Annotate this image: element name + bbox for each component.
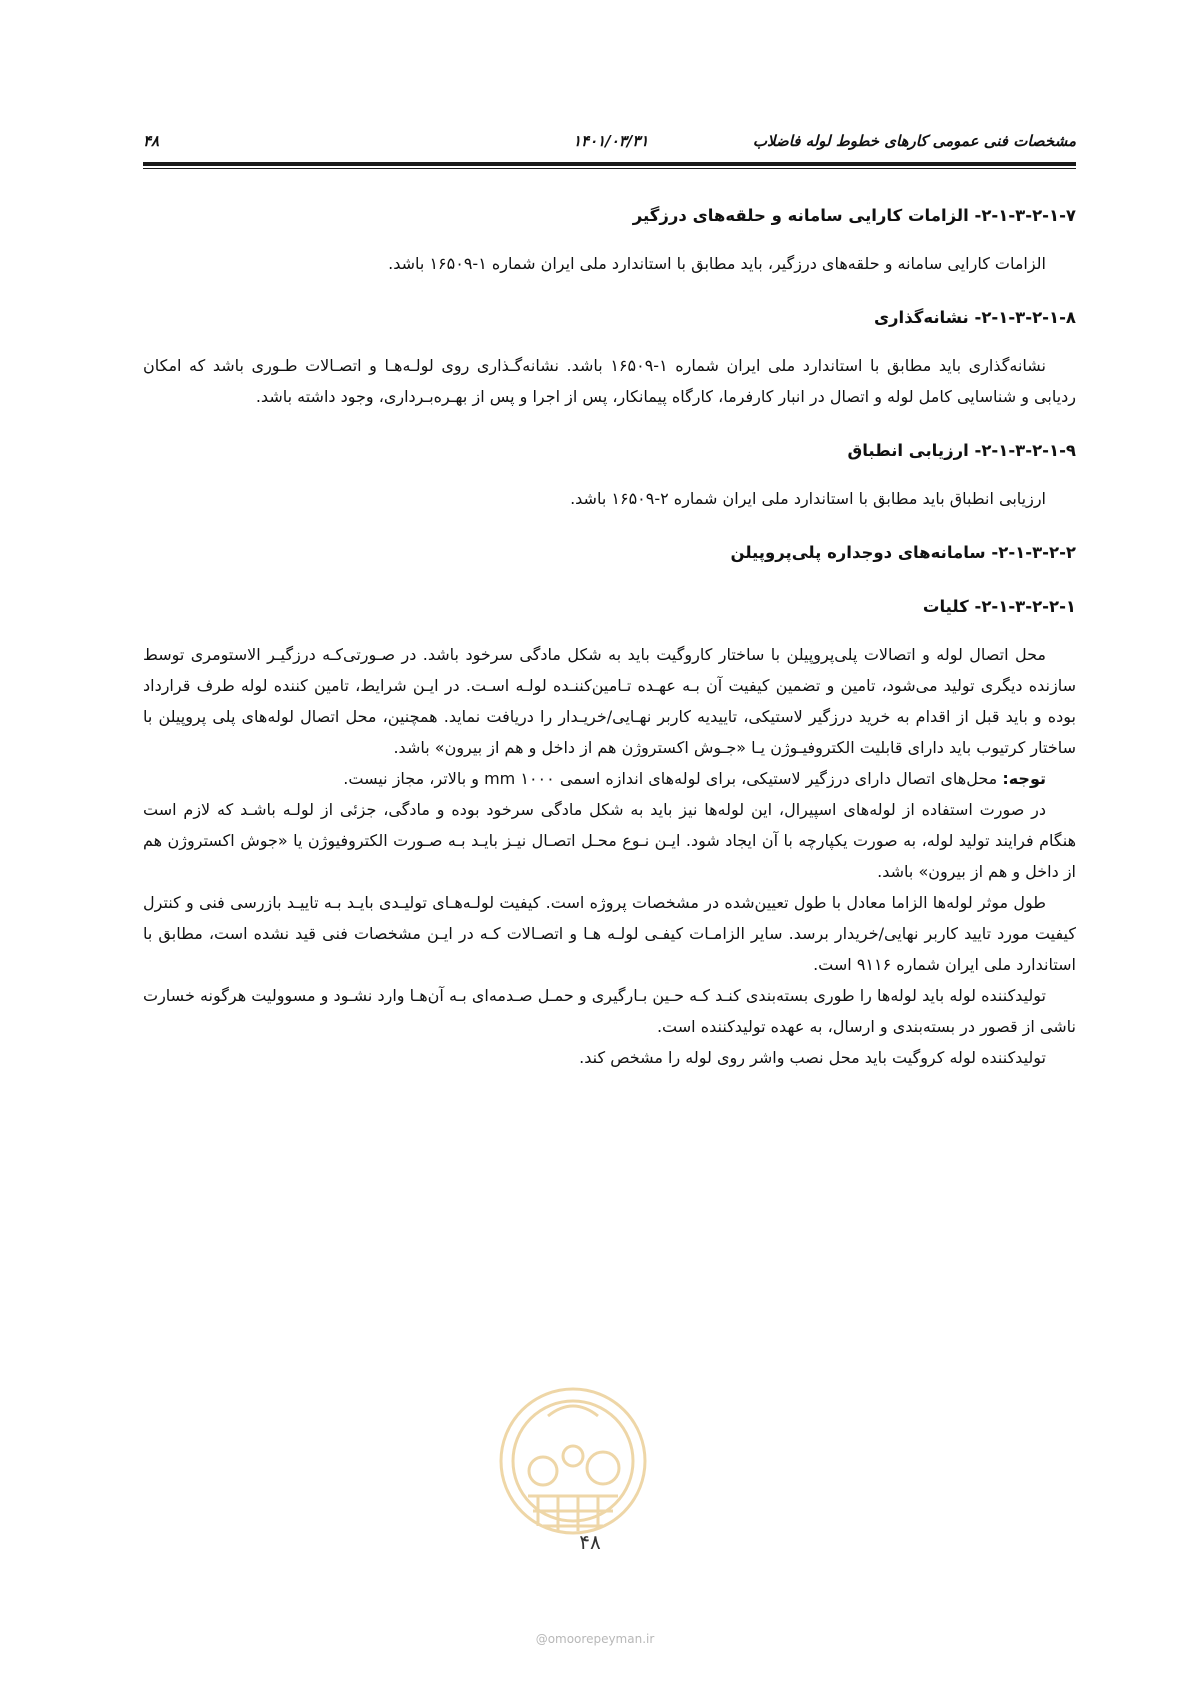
note-label: توجه: <box>1002 769 1046 788</box>
heading-general: ۲-۱-۳-۲-۲-۱- کلیات <box>922 597 1076 616</box>
footer-page-number: ۴۸ <box>579 1530 601 1554</box>
header-rule-thick <box>143 162 1076 166</box>
heading-double-wall-pp: ۲-۱-۳-۲-۲- سامانه‌های دوجداره پلی‌پروپیلن <box>730 543 1076 562</box>
paragraph-joints: محل اتصال لوله و اتصالات پلی‌پروپیلن با ساختار کاروگیت باید به شکل مادگی سرخود باشد. در صـورتی‌کـه درزگیـر الاستومری توسط سازنده دیگری تولید می‌شود، تامین و تضمین کیفیت آن بـه عهـده تـامین‌کننـده لولـه اسـت. در ایـن شرایط، تامین کننده لوله طرف قرارداد بوده و باید قبل از اقدام به خرید درزگیر لاستیکی، تاییدیه کاربر نهـایی/خریـدار را دریافت نماید. همچنین، محل اتصال لوله‌های پلی پروپیلن با ساختار کرتیوب باید دارای قابلیت الکتروفیـوژن یـا «جـوش اکستروژن هم از داخل و هم از بیرون» باشد. <box>143 645 1076 757</box>
heading-marking: ۲-۱-۳-۲-۱-۸- نشانه‌گذاری <box>873 308 1076 327</box>
footer-site-watermark: @omoorepeyman.ir <box>535 1632 655 1646</box>
heading-sealing-performance: ۲-۱-۳-۲-۱-۷- الزامات کارایی سامانه و حلقه‌های درزگیر <box>632 206 1076 225</box>
header-date: ۱۴۰۱/۰۳/۳۱ <box>573 132 649 150</box>
paragraph-packaging: تولیدکننده لوله باید لوله‌ها را طوری بسته‌بندی کنـد کـه حـین بـارگیری و حمـل صـدمه‌ای بـه آن‌هـا وارد نشـود و مسوولیت هرگونه خسارت ناشی از قصور در بسته‌بندی و ارسال، به عهده تولیدکننده است. <box>143 986 1076 1036</box>
heading-conformity: ۲-۱-۳-۲-۱-۹- ارزیابی انطباق <box>847 441 1076 460</box>
paragraph-marking: نشانه‌گذاری باید مطابق با استاندارد ملی ایران شماره ۱-۱۶۵۰۹ باشد. نشانه‌گـذاری روی لولـه‌هـا و اتصـالات طـوری باشد که امکان ردیابی و شناسایی کامل لوله و اتصال در انبار کارفرما، کارگاه پیمانکار، پس از اجرا و پس از بهـره‌بـرداری، وجود داشته باشد. <box>143 356 1076 406</box>
paragraph-note <box>143 763 1076 794</box>
header-page-number: ۴۸ <box>143 132 160 150</box>
paragraph-spiral-pipes: در صورت استفاده از لوله‌های اسپیرال، این لوله‌ها نیز باید به شکل مادگی سرخود بوده و مادگی، جزئی از لولـه باشـد که لازم است هنگام فرایند تولید لوله، به صورت یکپارچه با آن ایجاد شود. ایـن نـوع محـل اتصـال نیـز بایـد بـه صـورت الکتروفیوژن یا «جوش اکستروژن هم از داخل و هم از بیرون» باشد. <box>143 800 1076 881</box>
header-title: مشخصات فنی عمومی کارهای خطوط لوله فاضلاب <box>752 132 1076 150</box>
paragraph-conformity: ارزیابی انطباق باید مطابق با استاندارد ملی ایران شماره ۲-۱۶۵۰۹ باشد. <box>570 489 1046 508</box>
header-rule-thin <box>143 168 1076 169</box>
page-header <box>143 118 1076 158</box>
document-body <box>143 200 1076 1073</box>
paragraph-gasket-location: تولیدکننده لوله کروگیت باید محل نصب واشر روی لوله را مشخص کند. <box>579 1048 1046 1067</box>
paragraph-effective-length: طول موثر لوله‌ها الزاما معادل با طول تعیین‌شده در مشخصات پروژه است. کیفیت لولـه‌هـای تولیـدی بایـد بـه تاییـد بازرسی فنی و کنترل کیفیت مورد تایید کاربر نهایی/خریدار برسد. سایر الزامـات کیفـی لولـه هـا و اتصـالات کـه در ایـن مشخصات فنی قید نشده است، مطابق با استاندارد ملی ایران شماره ۹۱۱۶ است. <box>143 893 1076 974</box>
note-text: محل‌های اتصال دارای درزگیر لاستیکی، برای لوله‌های اندازه اسمی mm ۱۰۰۰ و بالاتر، مجاز نیست. <box>343 769 1003 788</box>
watermark-seal-logo <box>488 1376 658 1546</box>
paragraph-sealing-performance: الزامات کارایی سامانه و حلقه‌های درزگیر، باید مطابق با استاندارد ملی ایران شماره ۱-۱۶۵۰۹ باشد. <box>388 254 1046 273</box>
